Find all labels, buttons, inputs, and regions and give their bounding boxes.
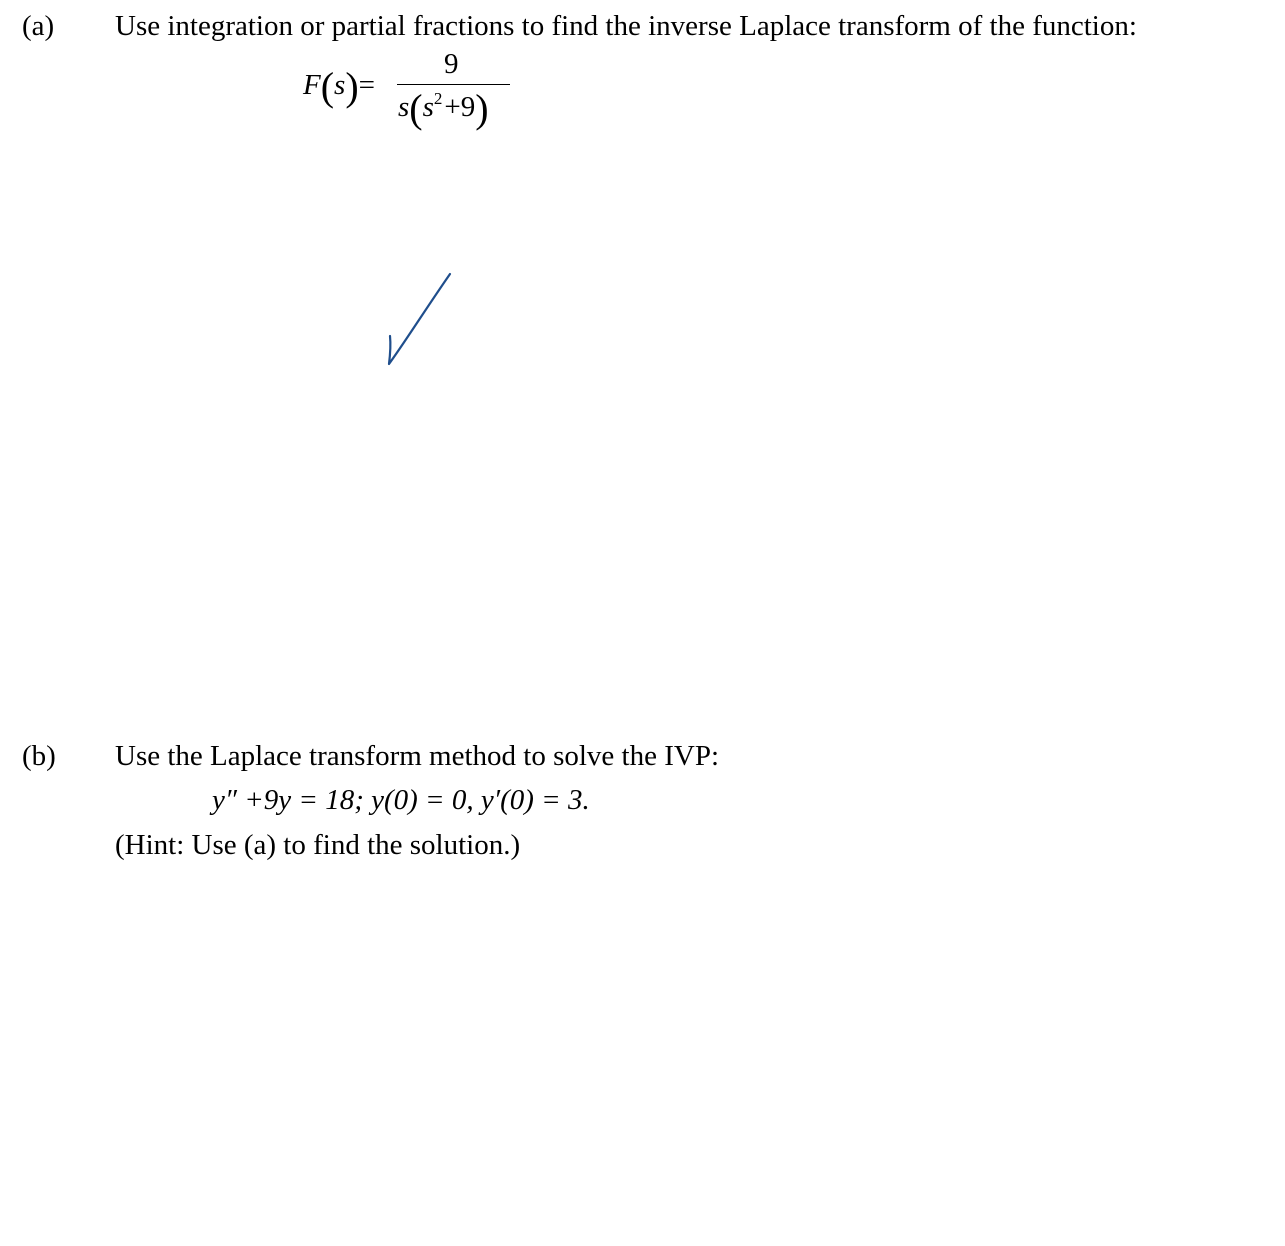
ivp-equation: y″ +9y = 18; y(0) = 0, y′(0) = 3. (212, 784, 590, 816)
lhs-function: F (303, 69, 321, 101)
left-paren: ( (320, 64, 335, 109)
equation-lhs (303, 64, 376, 109)
denominator-exponent: 2 (433, 89, 443, 108)
fraction-denominator (398, 86, 489, 131)
fraction-numerator: 9 (444, 48, 459, 80)
lhs-variable: s (334, 69, 346, 101)
part-a-prompt: Use integration or partial fractions to find the inverse Laplace transform of the function: (115, 10, 1137, 42)
part-b-prompt: Use the Laplace transform method to solve the IVP: (115, 740, 720, 772)
equals-sign: = (358, 69, 376, 101)
denominator-left-paren: ( (409, 86, 423, 131)
hint-text: (Hint: Use (a) to find the solution.) (115, 829, 521, 861)
denominator-right-paren: ) (475, 86, 489, 131)
denominator-inner-s: s (422, 91, 434, 123)
part-b-label: (b) (22, 740, 56, 772)
right-paren: ) (345, 64, 359, 109)
fraction-bar (397, 84, 510, 85)
checkmark-icon (380, 270, 460, 370)
part-a-label: (a) (22, 10, 55, 42)
denominator-s: s (398, 91, 410, 123)
denominator-rest: +9 (444, 91, 476, 123)
